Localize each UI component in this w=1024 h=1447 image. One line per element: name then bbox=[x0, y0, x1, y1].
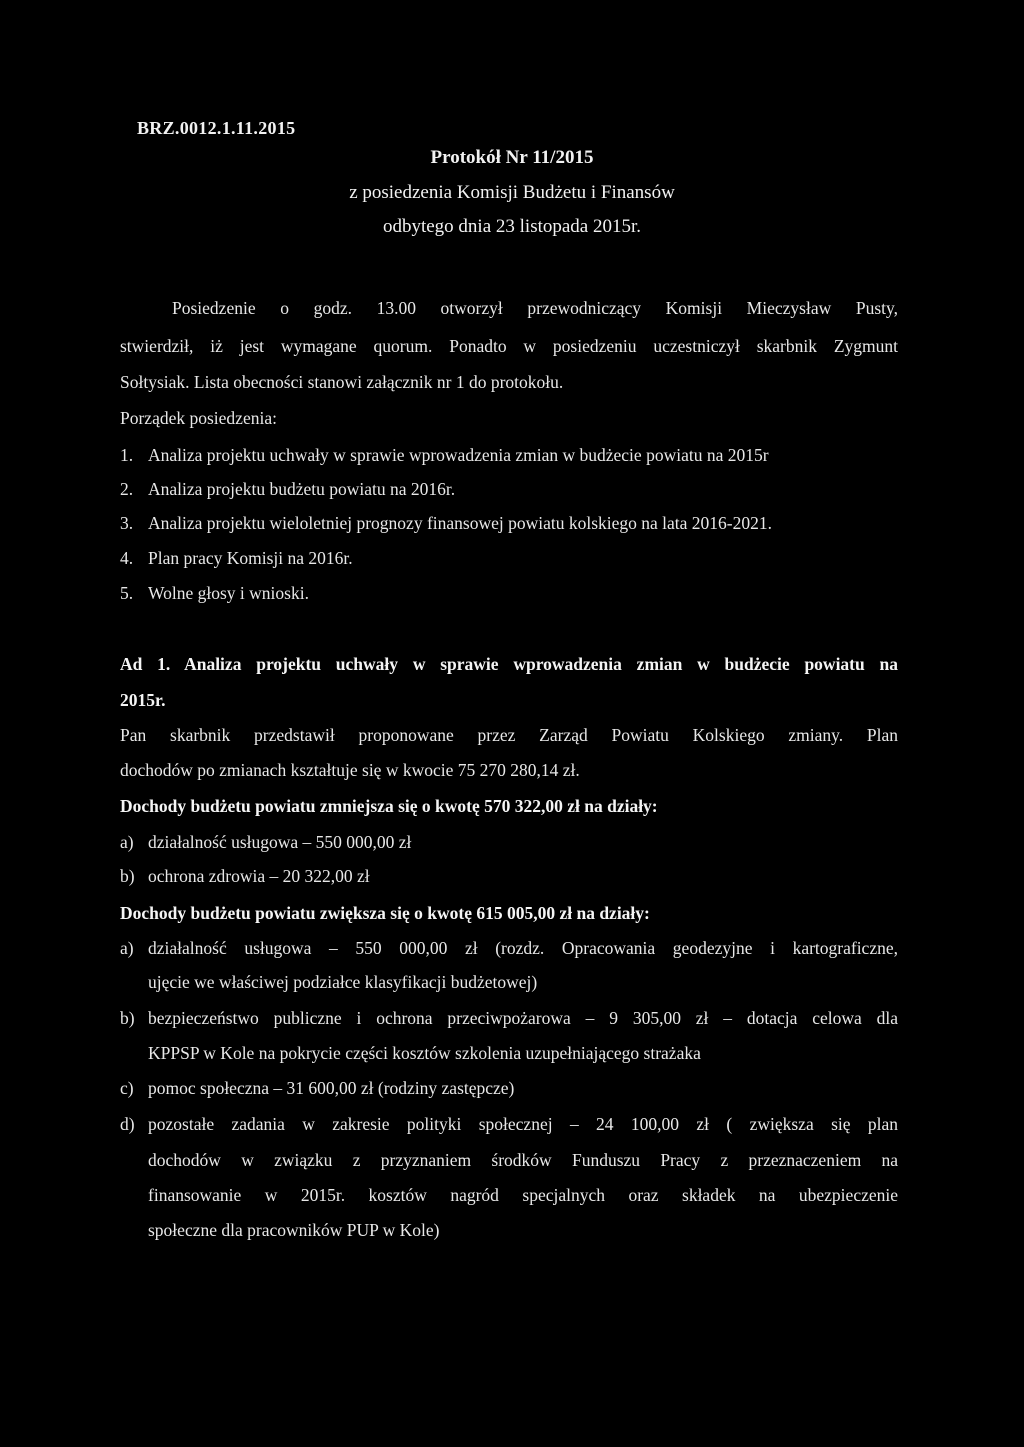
increase-item-continuation: dochodów w związku z przyznaniem środków Funduszu Pracy z przeznaczeniem na bbox=[148, 1150, 898, 1170]
increase-item-label: d) bbox=[120, 1114, 135, 1134]
agenda-item-text: Analiza projektu uchwały w sprawie wprowadzenia zmian w budżecie powiatu na 2015r bbox=[148, 445, 769, 465]
agenda-item bbox=[120, 513, 898, 534]
document-reference: BRZ.0012.1.11.2015 bbox=[137, 118, 296, 138]
intro-line-2: stwierdził, iż jest wymagane quorum. Ponadto w posiedzeniu uczestniczył skarbnik Zygmunt bbox=[120, 336, 898, 356]
increase-item-continuation: ujęcie we właściwej podziałce klasyfikacji budżetowej) bbox=[148, 972, 538, 992]
document-subtitle: z posiedzenia Komisji Budżetu i Finansów bbox=[349, 182, 675, 203]
increase-item-text: pomoc społeczna – 31 600,00 zł (rodziny zastępcze) bbox=[148, 1078, 515, 1098]
increase-item-continuation: KPPSP w Kole na pokrycie części kosztów szkolenia uzupełniającego strażaka bbox=[148, 1043, 701, 1063]
agenda-item-number: 5. bbox=[120, 583, 134, 603]
increase-item-label: a) bbox=[120, 938, 134, 958]
increase-item-label: b) bbox=[120, 1008, 135, 1028]
section-1-paragraph-line-2: dochodów po zmianach kształtuje się w kwocie 75 270 280,14 zł. bbox=[120, 760, 580, 780]
agenda-item-number: 1. bbox=[120, 445, 134, 465]
section-1-heading-line-1: Ad 1. Analiza projektu uchwały w sprawie wprowadzenia zmian w budżecie powiatu na bbox=[120, 654, 898, 674]
income-decrease-heading: Dochody budżetu powiatu zmniejsza się o kwotę 570 322,00 zł na działy: bbox=[120, 796, 658, 816]
increase-item-text: bezpieczeństwo publiczne i ochrona przeciwpożarowa – 9 305,00 zł – dotacja celowa dla bbox=[148, 1008, 898, 1028]
increase-item-continuation: finansowanie w 2015r. kosztów nagród specjalnych oraz składek na ubezpieczenie bbox=[148, 1185, 898, 1205]
document-date: odbytego dnia 23 listopada 2015r. bbox=[382, 216, 642, 237]
decrease-item-label: a) bbox=[120, 832, 134, 852]
agenda-item-number: 4. bbox=[120, 548, 134, 568]
agenda-item bbox=[120, 583, 898, 604]
agenda-item-text: Analiza projektu wieloletniej prognozy finansowej powiatu kolskiego na lata 2016-2021. bbox=[148, 513, 773, 533]
section-1-paragraph-line-1: Pan skarbnik przedstawił proponowane przez Zarząd Powiatu Kolskiego zmiany. Plan bbox=[120, 725, 898, 745]
agenda-item-text: Analiza projektu budżetu powiatu na 2016r. bbox=[148, 479, 456, 499]
agenda-heading: Porządek posiedzenia: bbox=[120, 408, 277, 428]
intro-line-1: Posiedzenie o godz. 13.00 otworzył przewodniczący Komisji Mieczysław Pusty, bbox=[172, 298, 898, 318]
agenda-item-text: Wolne głosy i wnioski. bbox=[148, 583, 309, 603]
income-increase-heading: Dochody budżetu powiatu zwiększa się o kwotę 615 005,00 zł na działy: bbox=[120, 903, 650, 923]
decrease-item-label: b) bbox=[120, 866, 135, 886]
increase-item-text: pozostałe zadania w zakresie polityki społecznej – 24 100,00 zł ( zwiększa się plan bbox=[148, 1114, 898, 1134]
intro-line-3: Sołtysiak. Lista obecności stanowi załącznik nr 1 do protokołu. bbox=[120, 372, 564, 392]
agenda-item bbox=[120, 445, 898, 466]
section-1-heading-line-2: 2015r. bbox=[120, 690, 166, 710]
increase-item-text: działalność usługowa – 550 000,00 zł (rozdz. Opracowania geodezyjne i kartograficzne, bbox=[148, 938, 898, 958]
agenda-item bbox=[120, 548, 898, 569]
decrease-item-text: działalność usługowa – 550 000,00 zł bbox=[148, 832, 412, 852]
agenda-item-number: 2. bbox=[120, 479, 134, 499]
increase-item-label: c) bbox=[120, 1078, 134, 1098]
agenda-item bbox=[120, 479, 898, 500]
increase-item-continuation: społeczne dla pracowników PUP w Kole) bbox=[148, 1220, 440, 1240]
document-title: Protokół Nr 11/2015 bbox=[430, 147, 594, 168]
agenda-item-text: Plan pracy Komisji na 2016r. bbox=[148, 548, 353, 568]
agenda-item-number: 3. bbox=[120, 513, 134, 533]
decrease-item-text: ochrona zdrowia – 20 322,00 zł bbox=[148, 866, 370, 886]
